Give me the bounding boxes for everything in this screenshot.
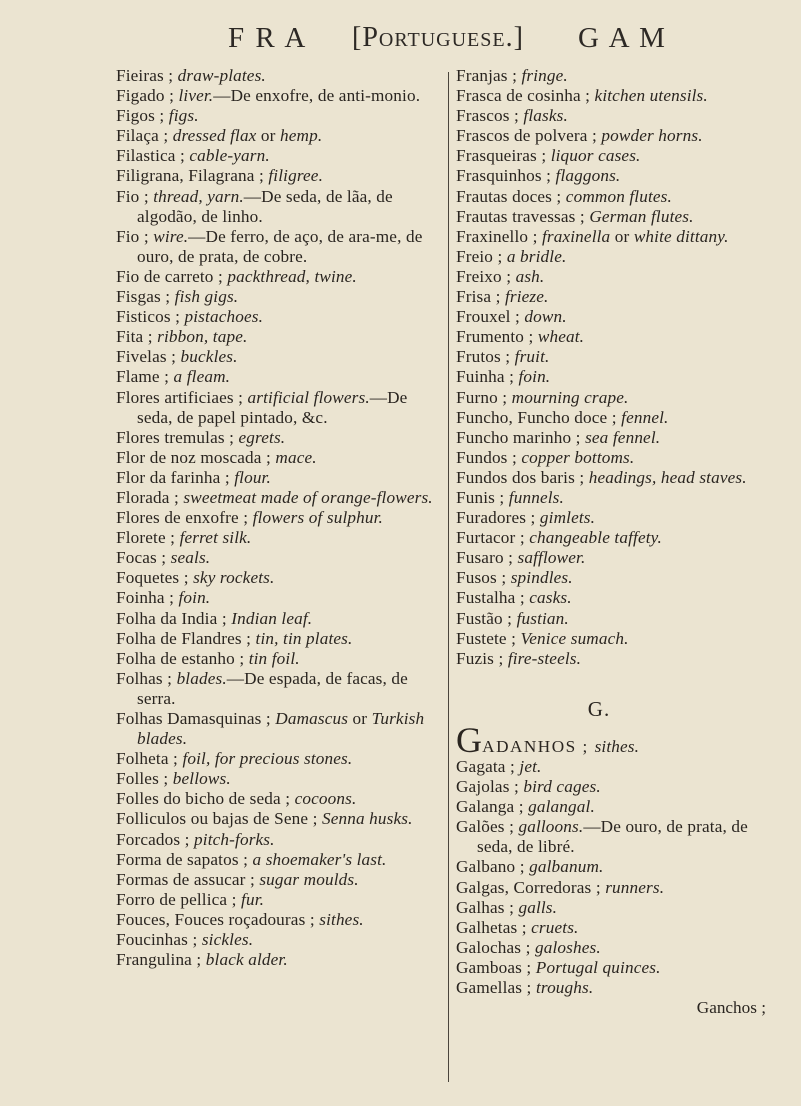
entry-translation: wheat. [537,327,585,347]
dictionary-entry [116,166,441,186]
entry-term: Folhas ; [116,668,177,688]
entry-translation: black alder. [205,950,288,970]
dictionary-entry [456,757,776,777]
entry-term: Fita ; [116,327,158,347]
entry-term: Funcho marinho ; [456,427,586,447]
entry-term: Gagata ; [456,757,520,776]
dictionary-entry [456,548,776,568]
entry-translation: German flutes. [589,206,694,226]
entry-translation: sickles. [201,930,254,950]
entry-term: Galhetas ; [456,917,532,937]
entry-translation: gimlets. [539,508,596,528]
entry-translation: filigree. [268,166,324,186]
entry-term: Flores artificiaes ; [116,387,248,407]
dictionary-entry [456,528,776,548]
dictionary-entry [456,166,776,186]
entry-translation: fur. [241,889,265,909]
dictionary-entry [456,649,776,669]
entry-translation: safflower. [517,548,586,568]
dictionary-entry [116,106,441,126]
entry-term: Fraxinello ; [456,226,542,246]
entry-term: Forma de sapatos ; [116,849,253,869]
header-left: F R A [228,22,308,54]
entry-term: Fundos dos baris ; [456,467,589,487]
entry-term: Fundos ; [456,447,522,467]
dictionary-entry [456,629,776,649]
entry-translation-alt: Turkish blades. [137,709,425,749]
entry-translation: galls. [518,897,558,917]
dictionary-entry [116,187,441,227]
entry-term: Franjas ; [456,66,522,85]
entry-translation: flasks. [523,106,568,126]
entry-term: Freio ; [456,246,507,266]
dictionary-entry [456,66,776,86]
entry-translation: funnels. [508,487,564,507]
dictionary-entry [116,609,441,629]
entry-term: Filigrana, Filagrana ; [116,166,269,186]
dictionary-entry [456,857,776,877]
entry-translation: down. [524,307,567,327]
entry-term: Forro de pellica ; [116,889,242,909]
entry-term: Figos ; [116,106,169,126]
dictionary-entry [456,267,776,287]
entry-translation: pitch-forks. [194,829,275,849]
dictionary-entry [456,609,776,629]
dictionary-entry [456,588,776,608]
entry-translation: pistachoes. [184,307,264,327]
entry-translation: ferret silk. [179,528,252,548]
dictionary-entry [456,187,776,207]
dictionary-entry [456,468,776,488]
dictionary-entry [456,408,776,428]
dictionary-entry [116,488,441,508]
dictionary-entry [116,327,441,347]
entry-note: or [256,126,280,146]
dictionary-entry [116,830,441,850]
dictionary-entry [116,508,441,528]
entry-term: ADANHOS ; [482,736,595,756]
entry-term: Frisa ; [456,287,505,307]
dictionary-entry [456,126,776,146]
entry-translation: copper bottoms. [521,447,635,467]
right-f-entries [456,66,776,669]
entry-term: Fieiras ; [116,66,178,85]
dictionary-entry [456,958,776,978]
entry-term: Fustete ; [456,628,521,648]
entry-term: Folles do bicho de seda ; [116,789,295,809]
entry-translation: liver. [178,86,214,106]
catchword: Ganchos ; [696,998,766,1018]
dictionary-entry [116,227,441,267]
header-center: [Portuguese.] [352,22,524,53]
entry-term: Folliculos ou bajas de Sene ; [116,809,322,829]
entry-translation: foin. [178,588,211,608]
entry-term: Flor de noz moscada ; [116,447,276,467]
entry-translation: a fleam. [173,367,231,387]
entry-translation: galoshes. [534,937,601,957]
dictionary-entry [116,568,441,588]
dictionary-entry [456,247,776,267]
entry-translation: runners. [605,877,665,897]
entry-note: —De seda, de papel pintado, &c. [137,387,408,427]
dictionary-entry [456,777,776,797]
entry-translation: bellows. [172,769,231,789]
dictionary-entry [456,568,776,588]
entry-term: Frascos de polvera ; [456,126,602,146]
entry-term: Funcho, Funcho doce ; [456,407,622,427]
entry-term: Frangulina ; [116,950,206,970]
entry-translation: artificial flowers. [247,387,370,407]
entry-translation: seals. [170,548,211,568]
entry-term: Fio ; [116,226,154,246]
entry-translation: a bridle. [506,246,567,266]
dictionary-entry [456,146,776,166]
entry-term: Folha de Flandres ; [116,628,256,648]
dictionary-entry [116,528,441,548]
entry-translation: draw-plates. [177,66,266,85]
dictionary-entry [456,227,776,247]
entry-term: Forcados ; [116,829,195,849]
entry-term: Furtacor ; [456,528,530,548]
entry-note: —De seda, de lãa, de algodão, de linho. [137,186,393,226]
dictionary-entry [456,367,776,387]
dictionary-entry [116,910,441,930]
dictionary-entry [456,287,776,307]
entry-term: Folheta ; [116,749,183,769]
dictionary-entry [456,978,776,998]
dictionary-entry [116,669,441,709]
dictionary-entry [456,817,776,857]
column-divider [448,72,449,1082]
entry-term: Fustão ; [456,608,517,628]
dictionary-entry [456,797,776,817]
entry-translation: cruets. [531,917,579,937]
right-column [456,66,776,1018]
entry-translation: fustian. [516,608,569,628]
dictionary-entry [456,508,776,528]
right-g-entries [456,757,776,998]
entry-term: Frutos ; [456,347,515,367]
entry-translation: sithes. [319,909,364,929]
entry-term: Frautas doces ; [456,186,566,206]
entry-term: Frasqueiras ; [456,146,551,166]
entry-term: Figado ; [116,86,179,106]
dictionary-entry [456,347,776,367]
entry-term: Fisticos ; [116,307,185,327]
entry-term: Frasca de cosinha ; [456,86,595,106]
entry-translation: fringe. [521,66,568,85]
entry-term: Galochas ; [456,937,535,957]
entry-term: Foinha ; [116,588,179,608]
left-column [116,66,441,970]
entry-translation: flour. [234,467,271,487]
entry-translation: blades. [176,668,227,688]
dictionary-entry [116,146,441,166]
entry-term: Fusos ; [456,568,511,588]
dictionary-entry [116,388,441,428]
dictionary-entry [116,850,441,870]
entry-term: Fuzis ; [456,648,508,668]
entry-term: Galgas, Corredoras ; [456,877,606,897]
entry-translation: mace. [275,447,317,467]
entry-term: Frascos ; [456,106,524,126]
entry-translation: Damascus [275,709,349,728]
dictionary-entry [456,488,776,508]
entry-term: Folhas Damasquinas ; [116,709,276,728]
entry-translation: frieze. [504,287,549,307]
entry-term: Galões ; [456,817,519,837]
dictionary-entry [456,938,776,958]
entry-term: Frasquinhos ; [456,166,556,186]
dictionary-entry [456,86,776,106]
entry-term: Furno ; [456,387,512,407]
entry-term: Frautas travessas ; [456,206,590,226]
entry-term: Fio de carreto ; [116,266,228,286]
entry-term: Gamellas ; [456,978,536,998]
dictionary-entry [116,588,441,608]
entry-term: Filaça ; [116,126,173,146]
running-header [0,18,801,62]
entry-translation: changeable taffety. [529,528,662,548]
entry-term: Freixo ; [456,266,516,286]
entry-translation: figs. [168,106,199,126]
entry-translation: Senna husks. [321,809,413,829]
dictionary-entry [456,307,776,327]
entry-term: Focas ; [116,548,171,568]
dictionary-entry [116,307,441,327]
entry-term: Folles ; [116,769,173,789]
entry-term: Florete ; [116,528,180,548]
dictionary-entry [116,428,441,448]
entry-translation-alt: white dittany. [633,226,729,246]
dictionary-entry [456,327,776,347]
entry-translation: fruit. [514,347,550,367]
entry-note: —De ouro, de prata, de seda, de libré. [477,817,748,857]
entry-note: —De enxofre, de anti-monio. [213,86,421,106]
entry-term: Flor da farinha ; [116,467,235,487]
entry-translation: foil, for precious stones. [182,749,353,769]
entry-translation: dressed flax [172,126,257,146]
entry-term: Filastica ; [116,146,190,166]
entry-translation: sea fennel. [585,427,661,447]
dictionary-entry [116,468,441,488]
entry-translation: tin foil. [248,648,300,668]
entry-term: Fisgas ; [116,287,175,307]
dictionary-entry [116,890,441,910]
entry-term: Gajolas ; [456,777,524,797]
dictionary-entry [456,878,776,898]
dictionary-entry [116,749,441,769]
dictionary-entry [116,870,441,890]
entry-note: or [610,226,634,246]
entry-translation: ribbon, tape. [157,327,248,347]
dictionary-entry [116,448,441,468]
dictionary-entry [116,86,441,106]
entry-term: Foquetes ; [116,568,194,588]
entry-translation: sugar moulds. [259,869,359,889]
entry-translation: bird cages. [523,777,601,797]
dictionary-entry [116,287,441,307]
entry-translation: fish gigs. [174,287,239,307]
dictionary-entry [116,930,441,950]
entry-term: Galhas ; [456,897,519,917]
entry-translation: Portugal quinces. [535,957,661,977]
entry-translation: flowers of sulphur. [252,508,383,528]
entry-translation-alt: hemp. [279,126,323,146]
dictionary-entry [116,629,441,649]
entry-translation: sweetmeat made of orange-flowers. [183,487,433,507]
entry-term: Galbano ; [456,857,530,877]
entry-note: —De ferro, de aço, de ara-me, de ouro, de prata, de cobre. [137,226,423,266]
entry-translation: flaggons. [555,166,621,186]
drop-capital: G [456,719,483,760]
entry-note: or [348,709,372,728]
entry-translation: ash. [515,266,545,286]
section-letter: G. [587,696,611,721]
entry-translation: Indian leaf. [231,608,313,628]
entry-term: Gamboas ; [456,957,536,977]
entry-translation: fire-steels. [507,648,582,668]
dictionary-entry [116,950,441,970]
entry-term: Folha de estanho ; [116,648,249,668]
entry-translation: Venice sumach. [520,628,629,648]
dictionary-entry [456,428,776,448]
dictionary-entry [116,267,441,287]
dictionary-entry [116,769,441,789]
entry-term: Galanga ; [456,797,529,817]
entry-term: Flame ; [116,367,174,387]
entry-note: —De espada, de facas, de serra. [137,668,408,708]
entry-translation: wire. [153,226,189,246]
entry-term: Fouces, Fouces roçadouras ; [116,909,320,929]
entry-translation: powder horns. [601,126,703,146]
entry-term: Furadores ; [456,508,540,528]
entry-translation: foin. [518,367,551,387]
entry-translation: jet. [519,757,542,776]
dictionary-entry [116,709,441,749]
entry-translation: common flutes. [565,186,672,206]
entry-term: Folha da India ; [116,608,232,628]
dictionary-entry [116,367,441,387]
dictionary-entry [456,719,776,760]
entry-translation: galangal. [528,797,595,817]
dictionary-entry [456,448,776,468]
entry-translation: headings, head staves. [588,467,747,487]
entry-translation: casks. [529,588,572,608]
dictionary-entry [116,548,441,568]
dictionary-entry [456,207,776,227]
dictionary-entry [116,126,441,146]
entry-translation: thread, yarn. [153,186,244,206]
dictionary-entry [116,789,441,809]
entry-translation: fennel. [621,407,669,427]
entry-translation: buckles. [180,347,238,367]
dictionary-entry [456,106,776,126]
dictionary-entry [456,388,776,408]
dictionary-entry [116,649,441,669]
entry-term: Fuinha ; [456,367,519,387]
dictionary-entry [456,898,776,918]
entry-translation: spindles. [510,568,573,588]
entry-term: Florada ; [116,487,184,507]
entry-term: Fustalha ; [456,588,530,608]
entry-term: Fusaro ; [456,548,518,568]
dictionary-entry [116,347,441,367]
entry-term: Frouxel ; [456,307,525,327]
entry-translation: mourning crape. [511,387,629,407]
entry-translation: galloons. [518,817,584,837]
entry-translation: liquor cases. [550,146,641,166]
entry-translation: cable-yarn. [189,146,270,166]
entry-translation: tin, tin plates. [255,628,353,648]
entry-translation: galbanum. [529,857,604,877]
entry-translation: sithes. [594,736,640,756]
entry-translation: sky rockets. [193,568,275,588]
entry-term: Flores de enxofre ; [116,508,253,528]
dictionary-entry [116,809,441,829]
entry-translation: fraxinella [541,226,611,246]
entry-translation: egrets. [238,427,286,447]
entry-term: Fio ; [116,186,154,206]
header-right: G A M [578,22,667,54]
entry-term: Formas de assucar ; [116,869,260,889]
entry-term: Fivelas ; [116,347,181,367]
entry-translation: kitchen utensils. [594,86,708,106]
entry-translation: troughs. [535,978,594,998]
entry-translation: cocoons. [294,789,357,809]
entry-term: Funis ; [456,487,509,507]
dictionary-entry [456,918,776,938]
entry-translation: packthread, twine. [227,266,357,286]
entry-term: Foucinhas ; [116,930,202,950]
entry-term: Flores tremulas ; [116,427,239,447]
entry-term: Frumento ; [456,327,538,347]
entry-translation: a shoemaker's last. [252,849,387,869]
dictionary-entry [116,66,441,86]
